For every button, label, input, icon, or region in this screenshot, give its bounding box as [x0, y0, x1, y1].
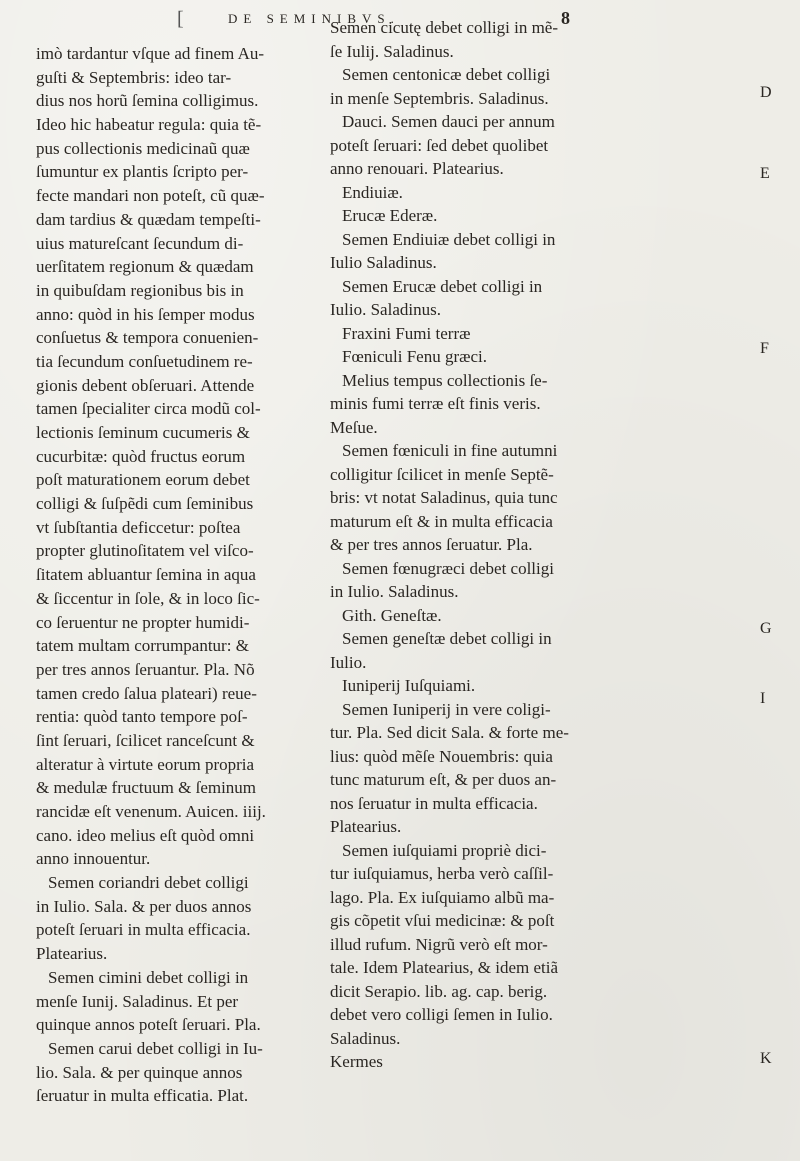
text-line: illud rufum. Nigrũ verò eſt mor- [330, 934, 548, 954]
text-line: Semen centonicæ debet colligi [342, 65, 551, 84]
left-text-column [36, 42, 321, 1108]
text-line: Semen iuſquiami propriè dici- [342, 840, 547, 860]
text-line: Iulio Saladinus. [330, 253, 437, 272]
text-line: tia ſecundum conſuetudinem re- [36, 351, 253, 371]
text-line: nos ſeruatur in multa efficacia. [330, 793, 538, 813]
text-line: in quibuſdam regionibus bis in [36, 280, 244, 300]
text-line: imò tardantur vſque ad finem Au- [36, 44, 265, 63]
text-line: Iuniperij Iuſquiami. [342, 676, 476, 695]
text-line: tunc maturum eſt, & per duos an- [330, 770, 557, 789]
text-line: Fœniculi Fenu græci. [342, 347, 487, 366]
text-line: rentia: quòd tanto tempore poſ- [36, 707, 248, 727]
text-line: fecte mandari non poteſt, cũ quæ- [36, 186, 265, 206]
text-line: Semen cimini debet colligi in [48, 967, 249, 987]
text-line: gionis debent obſeruari. Attende [36, 375, 255, 395]
text-line: tur. Pla. Sed dicit Sala. & forte me- [330, 723, 569, 742]
page-number: 8 [561, 8, 570, 28]
text-line: lectionis ſeminum cucumeris & [36, 423, 250, 442]
text-line: dam tardius & quædam tempeſti- [36, 209, 261, 229]
text-line: Ideo hic habeatur regula: quia tẽ- [36, 115, 262, 135]
text-line: menſe Iunij. Saladinus. Et per [36, 991, 239, 1011]
text-line: per tres annos ſeruantur. Pla. Nõ [36, 659, 255, 679]
margin-letter-k: K [760, 1050, 772, 1067]
text-line: Semen cicutę debet colligi in mẽ- [330, 18, 559, 37]
text-line: co ſeruentur ne propter humidi- [36, 612, 250, 632]
text-line: ſitatem abluantur ſemina in aqua [36, 565, 256, 585]
text-line: in menſe Septembris. Saladinus. [330, 88, 549, 108]
text-line: uius matureſcant ſecundum di- [36, 233, 244, 253]
text-line: poteſt ſeruari in multa efficacia. [36, 920, 251, 940]
text-line: Melius tempus collectionis ſe- [342, 370, 548, 390]
text-line: tamen credo ſalua plateari) reue- [36, 683, 257, 703]
text-line: cano. ideo melius eſt quòd omni [36, 825, 255, 845]
text-line: Meſue. [330, 417, 378, 437]
text-line: anno innouentur. [36, 849, 151, 869]
text-line: Semen geneſtæ debet colligi in [342, 629, 552, 648]
text-line: Endiuiæ. [342, 182, 403, 202]
text-line: colligi & ſuſpẽdi cum ſeminibus [36, 494, 254, 514]
text-line: uerſitatem regionum & quædam [36, 257, 254, 277]
running-head-title: DE SEMINIBVS. [228, 11, 400, 26]
text-line: Iulio. [330, 652, 367, 672]
text-line: Semen Iuniperij in vere coligi- [342, 699, 551, 719]
text-line: Semen coriandri debet colligi [48, 873, 249, 893]
text-line: anno renouari. Platearius. [330, 159, 504, 178]
text-line: lius: quòd mẽſe Nouembris: quia [330, 746, 553, 766]
text-line: Dauci. Semen dauci per annum [342, 112, 555, 131]
text-line: Semen carui debet colligi in Iu- [48, 1038, 263, 1058]
margin-letter-d: D [760, 84, 772, 101]
text-line: & ſiccentur in ſole, & in loco ſic- [36, 588, 260, 608]
text-line: Semen Erucæ debet colligi in [342, 276, 543, 296]
text-line: propter glutinoſitatem vel viſco- [36, 541, 254, 561]
text-line: gis cõpetit vſui medicinæ: & poſt [330, 911, 555, 930]
text-line: poteſt ſeruari: ſed debet quolibet [330, 135, 549, 155]
text-line: alteratur à virtute eorum propria [36, 754, 255, 774]
text-line: Saladinus. [330, 1028, 401, 1048]
text-line: ſumuntur ex plantis ſcripto per- [36, 162, 249, 182]
text-line: maturum eſt & in multa efficacia [330, 511, 553, 531]
text-line: vt ſubſtantia deficcetur: poſtea [36, 517, 241, 537]
text-line: lio. Sala. & per quinque annos [36, 1062, 243, 1082]
text-line: tale. Idem Platearius, & idem etiã [330, 958, 559, 977]
text-line: Gith. Geneſtæ. [342, 605, 442, 625]
margin-letter-e: E [760, 165, 770, 182]
text-line: ſeruatur in multa efficatia. Plat. [36, 1086, 249, 1106]
text-line: conſuetus & tempora conuenien- [36, 328, 259, 348]
text-line: Semen fœniculi in fine autumni [342, 441, 558, 460]
text-line: Kermes [330, 1052, 383, 1071]
running-head-mark: [ [177, 8, 184, 30]
text-line: debet vero colligi ſemen in Iulio. [330, 1005, 553, 1024]
right-text-column [330, 16, 740, 1074]
text-line: dicit Serapio. lib. ag. cap. berig. [330, 981, 548, 1001]
text-line: in Iulio. Saladinus. [330, 582, 459, 601]
text-line: minis fumi terræ eſt finis veris. [330, 394, 541, 413]
text-line: tur iuſquiamus, herba verò caſſil- [330, 864, 554, 883]
text-line: tatem multam corrumpantur: & [36, 636, 249, 656]
text-line: guſti & Septembris: ideo tar- [36, 67, 232, 87]
text-line: Semen Endiuiæ debet colligi in [342, 229, 556, 249]
margin-letter-f: F [760, 340, 769, 357]
text-line: Fraxini Fumi terræ [342, 323, 471, 343]
text-line: anno: quòd in his ſemper modus [36, 304, 255, 324]
text-line: colligitur ſcilicet in menſe Septẽ- [330, 464, 554, 484]
text-line: pus collectionis medicinaũ quæ [36, 138, 250, 158]
text-line: dius nos horũ ſemina colligimus. [36, 91, 259, 111]
text-line: ſint ſeruari, ſcilicet ranceſcunt & [36, 730, 255, 750]
text-line: rancidæ eſt venenum. Auicen. iiij. [36, 802, 266, 821]
text-line: ſe Iulij. Saladinus. [330, 41, 454, 61]
text-line: Platearius. [330, 817, 402, 836]
text-line: Iulio. Saladinus. [330, 300, 441, 319]
text-line: Platearius. [36, 944, 108, 964]
margin-letter-i: I [760, 690, 766, 707]
margin-letter-g: G [760, 620, 772, 637]
text-line: Semen fœnugræci debet colligi [342, 558, 554, 578]
text-line: & medulæ fructuum & ſeminum [36, 778, 257, 798]
text-line: Erucæ Ederæ. [342, 206, 438, 225]
text-line: poſt maturationem eorum debet [36, 470, 250, 490]
text-line: tamen ſpecialiter circa modũ col- [36, 399, 261, 419]
text-line: lago. Pla. Ex iuſquiamo albũ ma- [330, 887, 555, 907]
text-line: quinque annos poteſt ſeruari. Pla. [36, 1015, 261, 1035]
text-line: & per tres annos ſeruatur. Pla. [330, 535, 533, 554]
text-line: in Iulio. Sala. & per duos annos [36, 896, 252, 916]
text-line: bris: vt notat Saladinus, quia tunc [330, 488, 558, 507]
text-line: cucurbitæ: quòd fructus eorum [36, 446, 246, 466]
